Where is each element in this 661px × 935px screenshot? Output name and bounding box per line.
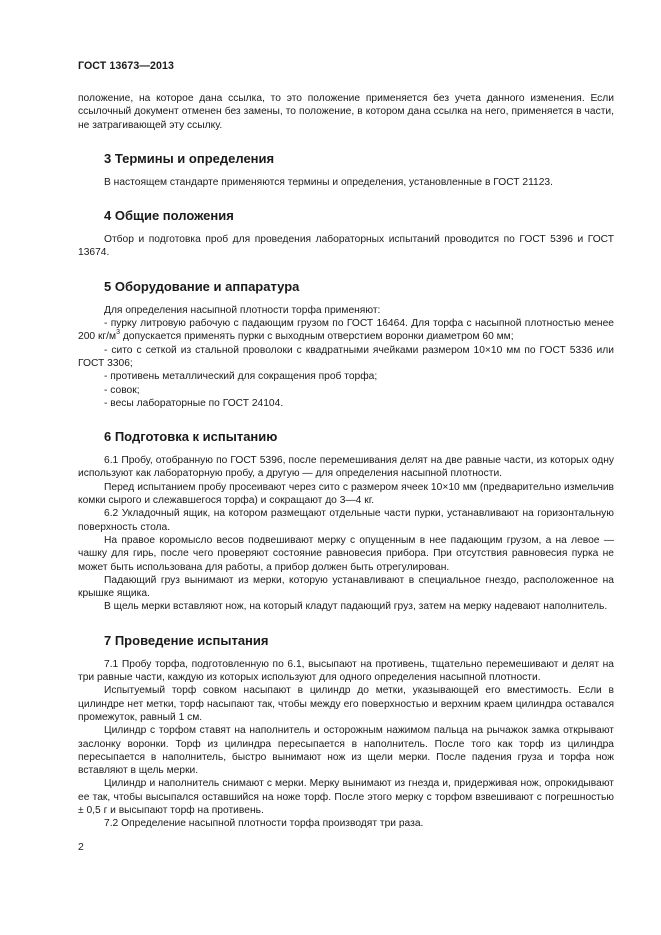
section-7-paragraph-5: 7.2 Определение насыпной плотности торфа производят три раза. bbox=[104, 818, 424, 830]
section-7-title: 7 Проведение испытания bbox=[104, 632, 269, 648]
section-6-paragraph-1: 6.1 Пробу, отобранную по ГОСТ 5396, после перемешивания делят на две равные части, из которых одну используют как лабораторную пробу, а другую — для определения насыпной плотности. bbox=[78, 455, 614, 480]
equipment-item-scales: - весы лабораторные по ГОСТ 24104. bbox=[104, 397, 284, 409]
section-6-paragraph-3: 6.2 Укладочный ящик, на котором размещают отдельные части пурки, устанавливают на горизонтальную поверхность стола. bbox=[78, 508, 614, 533]
intro-continuation-paragraph: положение, на которое дана ссылка, то это положение применяется без учета данного изменения. Если ссылочный документ отменен без замены, то положение, в котором дана ссылка на него, применяется в части, не затрагивающей эту ссылку. bbox=[78, 93, 614, 131]
section-4-title: 4 Общие положения bbox=[104, 208, 234, 224]
section-6-paragraph-5: Падающий груз вынимают из мерки, которую устанавливают в специальное гнездо, расположенное на крышке ящика. bbox=[78, 574, 614, 600]
section-6-paragraph-6: В щель мерки вставляют нож, на который кладут падающий груз, затем на мерку надевают наполнитель. bbox=[104, 601, 608, 613]
cubic-superscript: 3 bbox=[116, 328, 120, 336]
section-5-title: 5 Оборудование и аппаратура bbox=[104, 278, 300, 294]
page-number: 2 bbox=[78, 841, 84, 853]
document-body bbox=[78, 92, 614, 831]
section-3-title: 3 Термины и определения bbox=[104, 150, 275, 166]
section-6-title: 6 Подготовка к испытанию bbox=[104, 429, 278, 445]
section-6-paragraph-2: Перед испытанием пробу просеивают через сито с размером ячеек 10×10 мм (предварительно измельчив комки сырого и слежавшегося торфа) и сокращают до 3—4 кг. bbox=[78, 481, 614, 507]
equipment-item-purka bbox=[78, 317, 614, 344]
section-7-paragraph-3: Цилиндр с торфом ставят на наполнитель и осторожным нажимом пальца на рычажок замка открывают заслонку воронки. Торф из цилиндра пересыпается в наполнитель. После того как торф из цилиндра пересыпается в наполнитель, быстро вынимают нож из щели мерки. После падения груза и торфа нож вставляют в щель мерки. bbox=[78, 725, 614, 777]
section-7-paragraph-4: Цилиндр и наполнитель снимают с мерки. Мерку вынимают из гнезда и, придерживая нож, опрокидывают ее так, чтобы высыпался оставшийся на ноже торф. После этого мерку с торфом взвешивают с погрешностью ± 0,5 г и высыпают торф на противень. bbox=[78, 778, 614, 816]
equipment-item-tray: - противень металлический для сокращения проб торфа; bbox=[104, 371, 378, 383]
equipment-item-sieve: - сито с сеткой из стальной проволоки с квадратными ячейками размером 10×10 мм по ГОСТ 5336 или ГОСТ 3306; bbox=[78, 344, 614, 369]
equipment-item-purka-text-a: - пурку литровую рабочую с падающим грузом по ГОСТ 16464. Для торфа с насыпной плотностью менее 200 кг/м bbox=[78, 318, 614, 343]
equipment-item-purka-text-b: допускается применять пурки с выходным отверстием воронки диаметром 60 мм; bbox=[119, 331, 514, 343]
section-7-paragraph-2: Испытуемый торф совком насыпают в цилиндр до метки, указывающей его вместимость. Если в цилиндре нет метки, торф насыпают так, чтобы между его поверхностью и верхним краем цилиндра оставался промежуток, равный 1 см. bbox=[78, 685, 614, 723]
section-3-paragraph: В настоящем стандарте применяются термины и определения, установленные в ГОСТ 21123. bbox=[104, 176, 553, 188]
section-4-paragraph: Отбор и подготовка проб для проведения лабораторных испытаний проводится по ГОСТ 5396 и ГОСТ 13674. bbox=[78, 234, 614, 259]
section-5-lead: Для определения насыпной плотности торфа применяют: bbox=[104, 304, 381, 316]
section-6-paragraph-4: На правое коромысло весов подвешивают мерку с опущенным в нее падающим грузом, а на левое — чашку для гирь, после чего проверяют состояние равновесия прибора. При отсутствия равновесия пурка не может быть использована для работы, а прибор должен быть отрегулирован. bbox=[78, 534, 614, 573]
doc-code-header: ГОСТ 13673—2013 bbox=[78, 60, 175, 72]
section-7-paragraph-1: 7.1 Пробу торфа, подготовленную по 6.1, высыпают на противень, тщательно перемешивают и делят на три равные части, каждую из которых используют для одного определения насыпной плотности. bbox=[78, 658, 614, 684]
equipment-item-scoop: - совок; bbox=[104, 384, 140, 396]
